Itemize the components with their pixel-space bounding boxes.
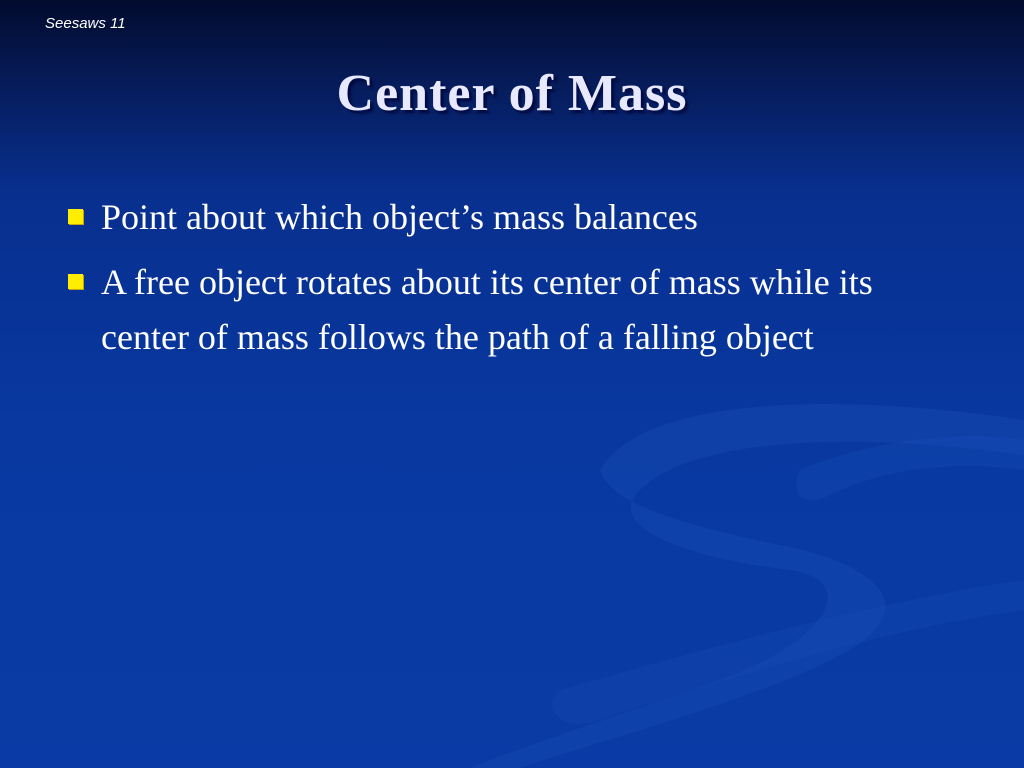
bullet-text: A free object rotates about its center of mass while its center of mass follows the path of a falling object xyxy=(101,262,873,357)
bullet-list xyxy=(64,190,914,375)
bullet-item xyxy=(64,255,914,365)
square-bullet-icon xyxy=(68,274,83,289)
bullet-item xyxy=(64,190,914,245)
slide-header-label: Seesaws 11 xyxy=(45,15,126,32)
slide-title: Center of Mass xyxy=(336,65,688,122)
square-bullet-icon xyxy=(68,209,83,224)
bullet-text: Point about which object’s mass balances xyxy=(101,197,698,237)
